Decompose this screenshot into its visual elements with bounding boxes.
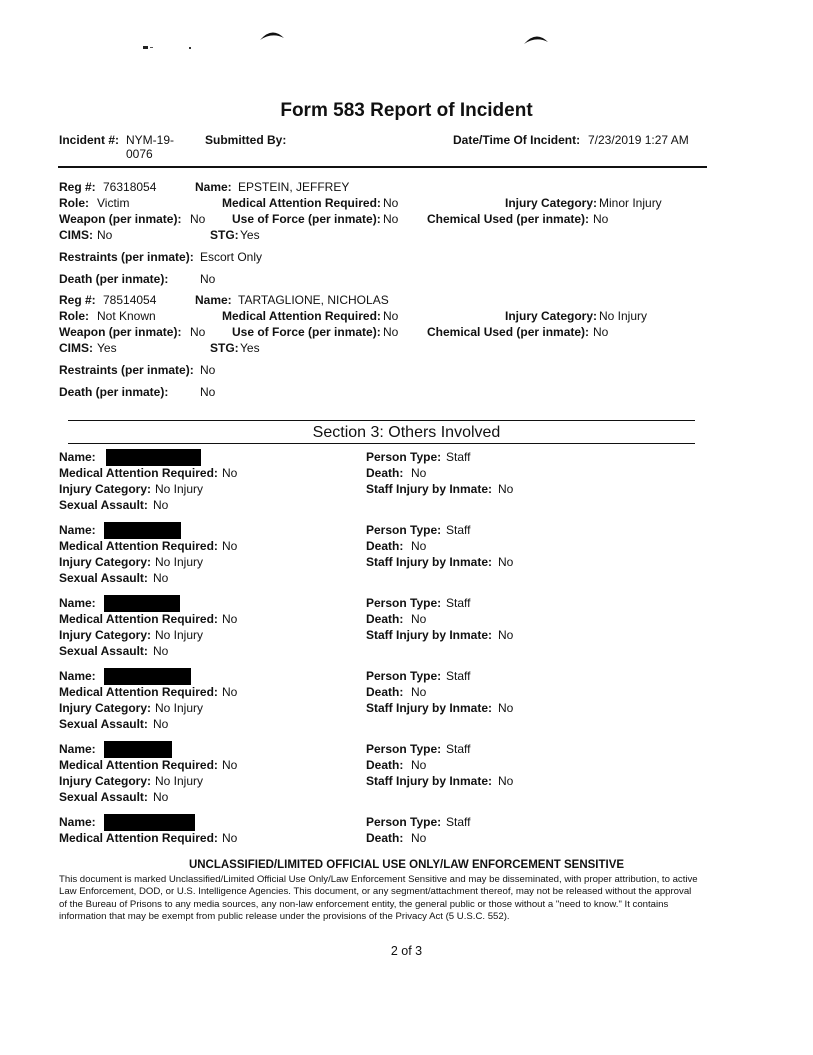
- death-label: Death:: [366, 539, 404, 553]
- redacted-name: [104, 741, 172, 758]
- use-of-force-value: No: [383, 212, 399, 226]
- sexual-assault-value: No: [153, 717, 169, 731]
- staff-injury-label: Staff Injury by Inmate:: [366, 628, 493, 642]
- name-label: Name:: [195, 293, 232, 307]
- use-of-force-label: Use of Force (per inmate):: [232, 212, 381, 226]
- use-of-force-value: No: [383, 325, 399, 339]
- person-type-label: Person Type:: [366, 450, 442, 464]
- scan-speck: [143, 46, 148, 49]
- death-label: Death:: [366, 758, 404, 772]
- role-label: Role:: [59, 309, 89, 323]
- scan-speck: [189, 47, 191, 49]
- person-type-label: Person Type:: [366, 742, 442, 756]
- injury-category-value: No Injury: [599, 309, 648, 323]
- section-title: Section 3: Others Involved: [312, 424, 501, 441]
- incident-number-value: NYM-19-: [126, 133, 175, 147]
- death-value: No: [200, 385, 216, 399]
- injury-category-label: Injury Category:: [59, 774, 152, 788]
- staff-injury-label: Staff Injury by Inmate:: [366, 482, 493, 496]
- medical-attention-value: No: [222, 539, 238, 553]
- redacted-name: [104, 595, 180, 612]
- medical-attention-label: Medical Attention Required:: [59, 612, 218, 626]
- medical-attention-label: Medical Attention Required:: [59, 539, 218, 553]
- reg-value: 78514054: [103, 293, 157, 307]
- sexual-assault-label: Sexual Assault:: [59, 790, 148, 804]
- page-number: 2 of 3: [390, 944, 423, 958]
- classification-notice: This document is marked Unclassified/Limited Official Use Only/Law Enforcement Sensitive and may be disseminated, with proper attribution, to active Law Enforcement, DOD, or U.S. Intelligence Agencies. This document, or any segment/attachment thereof, may not be released without the approval of the Bureau of Prisons to any media sources, any non-law enforcement entity, the general public or those without a "need to know." It contains information that may be exempt from public release under the provisions of the Privacy Act (5 U.S.C. 552).: [59, 874, 698, 923]
- cims-label: CIMS:: [59, 228, 93, 242]
- injury-category-label: Injury Category:: [505, 309, 598, 323]
- death-value: No: [411, 685, 427, 699]
- section-rule-top: [68, 420, 695, 421]
- scan-mark-right: [522, 32, 550, 46]
- medical-attention-label: Medical Attention Required:: [222, 309, 381, 323]
- death-value: No: [411, 831, 427, 845]
- stg-label: STG:: [210, 228, 239, 242]
- weapon-value: No: [190, 212, 206, 226]
- staff-injury-label: Staff Injury by Inmate:: [366, 701, 493, 715]
- person-type-label: Person Type:: [366, 596, 442, 610]
- death-label: Death:: [366, 466, 404, 480]
- staff-injury-value: No: [498, 774, 514, 788]
- scan-mark-left: [258, 28, 286, 42]
- chemical-used-label: Chemical Used (per inmate):: [427, 325, 590, 339]
- incident-datetime-label: Date/Time Of Incident:: [453, 133, 581, 147]
- death-value: No: [411, 539, 427, 553]
- cims-value: No: [97, 228, 113, 242]
- death-label: Death:: [366, 831, 404, 845]
- classification-banner: UNCLASSIFIED/LIMITED OFFICIAL USE ONLY/LAW ENFORCEMENT SENSITIVE: [188, 859, 625, 871]
- person-type-value: Staff: [446, 742, 471, 756]
- weapon-label: Weapon (per inmate):: [59, 212, 182, 226]
- medical-attention-value: No: [222, 612, 238, 626]
- restraints-value: No: [200, 363, 216, 377]
- injury-category-value: No Injury: [155, 774, 204, 788]
- scan-speck: [150, 47, 153, 48]
- medical-attention-value: No: [222, 466, 238, 480]
- chemical-used-label: Chemical Used (per inmate):: [427, 212, 590, 226]
- redacted-name: [104, 814, 195, 831]
- section-rule-bottom: [68, 443, 695, 444]
- cims-label: CIMS:: [59, 341, 93, 355]
- sexual-assault-value: No: [153, 571, 169, 585]
- restraints-label: Restraints (per inmate):: [59, 250, 194, 264]
- restraints-label: Restraints (per inmate):: [59, 363, 194, 377]
- staff-injury-label: Staff Injury by Inmate:: [366, 774, 493, 788]
- person-name-label: Name:: [59, 450, 96, 464]
- injury-category-label: Injury Category:: [59, 628, 152, 642]
- death-value: No: [411, 758, 427, 772]
- death-value: No: [200, 272, 216, 286]
- weapon-value: No: [190, 325, 206, 339]
- sexual-assault-value: No: [153, 790, 169, 804]
- injury-category-value: No Injury: [155, 628, 204, 642]
- person-type-label: Person Type:: [366, 669, 442, 683]
- death-label: Death:: [366, 612, 404, 626]
- staff-injury-value: No: [498, 701, 514, 715]
- person-name-label: Name:: [59, 596, 96, 610]
- redacted-name: [104, 522, 181, 539]
- injury-category-label: Injury Category:: [505, 196, 598, 210]
- death-label: Death (per inmate):: [59, 272, 169, 286]
- person-name-label: Name:: [59, 742, 96, 756]
- chemical-used-value: No: [593, 325, 609, 339]
- person-name-label: Name:: [59, 669, 96, 683]
- person-type-value: Staff: [446, 523, 471, 537]
- medical-attention-label: Medical Attention Required:: [222, 196, 381, 210]
- medical-attention-value: No: [222, 831, 238, 845]
- sexual-assault-value: No: [153, 498, 169, 512]
- injury-category-label: Injury Category:: [59, 555, 152, 569]
- reg-value: 76318054: [103, 180, 157, 194]
- name-value: EPSTEIN, JEFFREY: [238, 180, 350, 194]
- incident-datetime-value: 7/23/2019 1:27 AM: [588, 133, 689, 147]
- role-value: Victim: [97, 196, 130, 210]
- page-title: Form 583 Report of Incident: [280, 100, 533, 121]
- injury-category-label: Injury Category:: [59, 701, 152, 715]
- stg-value: Yes: [240, 228, 260, 242]
- person-type-value: Staff: [446, 450, 471, 464]
- stg-label: STG:: [210, 341, 239, 355]
- staff-injury-value: No: [498, 482, 514, 496]
- person-name-label: Name:: [59, 523, 96, 537]
- sexual-assault-label: Sexual Assault:: [59, 644, 148, 658]
- name-value: TARTAGLIONE, NICHOLAS: [238, 293, 389, 307]
- death-label: Death (per inmate):: [59, 385, 169, 399]
- medical-attention-value: No: [383, 196, 399, 210]
- reg-label: Reg #:: [59, 180, 96, 194]
- incident-number-value-cont: 0076: [126, 147, 153, 161]
- person-name-label: Name:: [59, 815, 96, 829]
- sexual-assault-value: No: [153, 644, 169, 658]
- person-type-label: Person Type:: [366, 523, 442, 537]
- medical-attention-value: No: [383, 309, 399, 323]
- staff-injury-value: No: [498, 555, 514, 569]
- medical-attention-label: Medical Attention Required:: [59, 466, 218, 480]
- injury-category-value: No Injury: [155, 482, 204, 496]
- death-value: No: [411, 466, 427, 480]
- medical-attention-value: No: [222, 758, 238, 772]
- death-value: No: [411, 612, 427, 626]
- reg-label: Reg #:: [59, 293, 96, 307]
- redacted-name: [104, 668, 191, 685]
- death-label: Death:: [366, 685, 404, 699]
- medical-attention-value: No: [222, 685, 238, 699]
- chemical-used-value: No: [593, 212, 609, 226]
- injury-category-label: Injury Category:: [59, 482, 152, 496]
- cims-value: Yes: [97, 341, 117, 355]
- submitted-by-label: Submitted By:: [205, 133, 287, 147]
- medical-attention-label: Medical Attention Required:: [59, 831, 218, 845]
- medical-attention-label: Medical Attention Required:: [59, 758, 218, 772]
- sexual-assault-label: Sexual Assault:: [59, 717, 148, 731]
- medical-attention-label: Medical Attention Required:: [59, 685, 218, 699]
- role-label: Role:: [59, 196, 89, 210]
- use-of-force-label: Use of Force (per inmate):: [232, 325, 381, 339]
- staff-injury-label: Staff Injury by Inmate:: [366, 555, 493, 569]
- person-type-value: Staff: [446, 815, 471, 829]
- injury-category-value: No Injury: [155, 701, 204, 715]
- redacted-name: [106, 449, 201, 466]
- role-value: Not Known: [97, 309, 156, 323]
- sexual-assault-label: Sexual Assault:: [59, 498, 148, 512]
- person-type-value: Staff: [446, 596, 471, 610]
- incident-number-label: Incident #:: [59, 133, 120, 147]
- person-type-label: Person Type:: [366, 815, 442, 829]
- restraints-value: Escort Only: [200, 250, 263, 264]
- injury-category-value: Minor Injury: [599, 196, 662, 210]
- name-label: Name:: [195, 180, 232, 194]
- injury-category-value: No Injury: [155, 555, 204, 569]
- sexual-assault-label: Sexual Assault:: [59, 571, 148, 585]
- weapon-label: Weapon (per inmate):: [59, 325, 182, 339]
- staff-injury-value: No: [498, 628, 514, 642]
- person-type-value: Staff: [446, 669, 471, 683]
- stg-value: Yes: [240, 341, 260, 355]
- header-divider: [58, 166, 707, 168]
